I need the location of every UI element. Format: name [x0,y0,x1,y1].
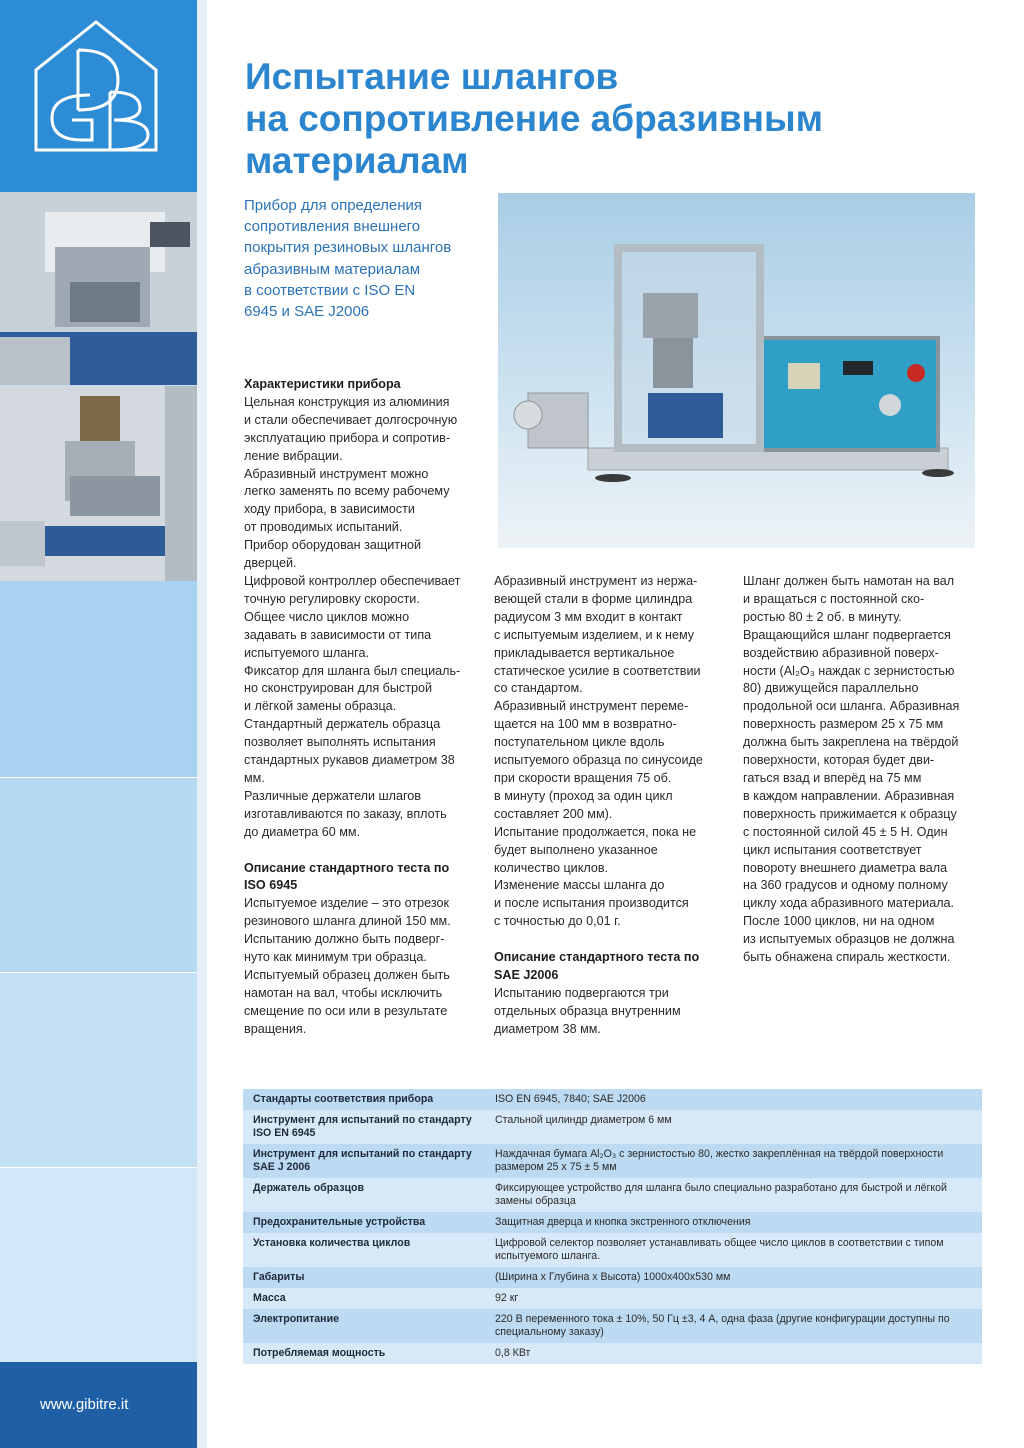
text-line: в минуту (проход за один цикл [494,788,673,803]
text-line: но сконструирован для быстрой [244,681,433,696]
text-column-2 [494,573,734,1039]
paragraph [494,877,734,931]
text-line: Испытуемый образец должен быть [244,968,450,982]
text-line: задавать в зависимости от типа [244,627,432,642]
paragraph [244,788,484,842]
title-line: материалам [245,140,469,181]
spec-value: 92 кг [495,1292,519,1304]
paragraph [494,824,734,878]
text-line: смещение по оси или в результате [244,1003,448,1018]
table-row [243,1089,982,1110]
text-line: циклу хода абразивного материала. [743,896,955,911]
divider [0,1167,197,1168]
subtitle-line: 6945 и SAE J2006 [244,303,370,321]
text-line: Испытанию подвергаются три [494,985,669,1000]
text-line: продольной оси шланга. Абразивная [743,699,960,714]
text-line: цикл испытания соответствует [743,842,922,857]
sidebar-edge [197,0,207,1448]
table-row [243,1178,982,1212]
text-line: испытуемого шланга. [244,645,369,660]
spacer [244,842,484,860]
text-line: поверхность размером 25 x 75 мм [743,717,944,732]
text-line: Изменение массы шланга до [494,878,665,893]
text-line: Фиксатор для шланга был специаль- [244,663,461,678]
text-line: и лёгкой замены образца. [244,699,397,714]
text-column-3 [743,573,983,967]
text-line: эксплуатацию прибора и сопротив- [244,430,451,445]
text-line: мм. [244,770,265,785]
text-line: со стандартом. [494,681,583,696]
text-line: стандартных рукавов диаметром 38 [244,753,455,768]
paragraph [244,573,484,609]
text-line: гаться взад и вперёд на 75 мм [743,770,922,785]
text-line: отдельных образца внутренним [494,1003,681,1018]
paragraph [244,663,484,717]
divider [0,972,197,973]
text-line: из испытуемых образцов не должна [743,932,955,947]
heading-line: ISO 6945 [244,878,298,893]
text-line: поверхности, которая будет дви- [743,753,935,768]
text-line: Испытуемое изделие – это отрезок [244,896,449,911]
spec-value: Наждачная бумага Al₂O₃ с зернистостью 80, жестко закреплённая на твёрдой поверхности размером 25 х 75 ± 5 мм [495,1148,944,1173]
paragraph [244,895,484,931]
text-line: веющей стали в форме цилиндра [494,591,693,606]
text-line: Различные держатели шлагов [244,788,422,803]
logo-area [0,0,197,192]
paragraph [244,537,484,573]
table-row [243,1144,982,1178]
spec-value: Цифровой селектор позволяет устанавливать общее число циклов в соответствии с типом испытуемого шланга. [495,1237,944,1262]
spec-value: Фиксирующее устройство для шланга было специально разработано для быстрой и лёгкой замены образца [495,1182,947,1207]
text-line: дверцей. [244,556,297,571]
text-line: Абразивный инструмент переме- [494,699,689,714]
sidebar-band [0,777,197,972]
text-line: ходу прибора, в зависимости [244,502,415,517]
text-line: и стали обеспечивает долгосрочную [244,412,458,427]
paragraph [244,967,484,1039]
title-line: на сопротивление абразивным [245,98,823,139]
text-line: диаметром 38 мм. [494,1021,601,1036]
text-line: воздействию абразивной поверх- [743,645,939,660]
text-line: и после испытания производится [494,896,689,911]
text-line: вращения. [244,1021,307,1036]
sidebar-band [0,972,197,1167]
text-line: статическое усилие в соответствии [494,663,701,678]
table-row [243,1288,982,1309]
paragraph [244,716,484,788]
text-line: будет выполнено указанное [494,842,658,857]
table-row [243,1233,982,1267]
paragraph [244,931,484,967]
spec-value: 0,8 КВт [495,1347,531,1359]
text-line: от проводимых испытаний. [244,520,403,535]
paragraph [494,573,734,698]
spec-key: Установка количества циклов [253,1237,411,1249]
text-line: радиусом 3 мм входит в контакт [494,609,683,624]
text-line: при скорости вращения 75 об. [494,770,672,785]
spec-value: Стальной цилиндр диаметром 6 мм [495,1114,672,1126]
text-line: повороту внешнего диаметра вала [743,860,948,875]
text-line: изготавливаются по заказу, вплоть [244,806,447,821]
text-line: Испытанию должно быть подверг- [244,932,445,947]
heading-line: SAE J2006 [494,968,559,983]
spec-key: Инструмент для испытаний по стандарту ISO EN 6945 [253,1114,472,1139]
detail-photo-bottom [0,386,197,581]
sidebar-band [0,581,197,777]
text-line: Испытание продолжается, пока не [494,824,697,839]
text-line: в каждом направлении. Абразивная [743,788,955,803]
spec-key: Электропитание [253,1313,339,1325]
company-logo [0,0,197,192]
text-line: поступательном цикле вдоль [494,735,665,750]
spec-value: (Ширина х Глубина х Высота) 1000x400x530 мм [495,1271,731,1283]
text-line: ности (Al₂O₃ наждак с зернистостью [743,663,955,678]
spec-value: Защитная дверца и кнопка экстренного отключения [495,1216,751,1228]
table-row [243,1267,982,1288]
paragraph [743,913,983,967]
text-line: ростью 80 ± 2 об. в минуту. [743,609,902,624]
text-line: с постоянной силой 45 ± 5 Н. Один [743,824,948,839]
paragraph [244,609,484,663]
detail-photo-top [0,192,197,385]
text-line: резинового шланга длиной 150 мм. [244,914,451,929]
spec-key: Держатель образцов [253,1182,364,1194]
text-line: поверхность прижимается к образцу [743,806,957,821]
sidebar [0,0,197,1448]
page-title [245,56,945,182]
section-heading [244,860,484,896]
heading-line: Описание стандартного теста по [494,950,700,965]
text-line: точную регулировку скорости. [244,591,420,606]
text-line: на 360 градусов и одному полному [743,878,948,893]
text-line: намотан на вал, чтобы исключить [244,985,443,1000]
text-line: и вращаться с постоянной ско- [743,591,925,606]
text-line: Цифровой контроллер обеспечивает [244,573,461,588]
text-line: количество циклов. [494,860,609,875]
text-line: быть обнажена спираль жесткости. [743,950,951,965]
text-line: нуто как минимум три образца. [244,950,427,965]
paragraph [244,466,484,538]
paragraph [743,573,983,627]
text-line: щается на 100 мм в возвратно- [494,717,677,732]
spec-key: Габариты [253,1271,305,1283]
table-row [243,1309,982,1343]
text-line: ление вибрации. [244,448,343,463]
spec-key: Потребляемая мощность [253,1347,386,1359]
paragraph [244,394,484,466]
text-line: Абразивный инструмент можно [244,466,429,481]
subtitle-line: абразивным материалам [244,260,421,278]
section-heading: Характеристики прибора [244,377,401,391]
table-row [243,1212,982,1233]
text-line: с испытуемым изделием, и к нему [494,627,695,642]
paragraph [494,985,734,1039]
subtitle-line: сопротивления внешнего [244,218,421,236]
text-line: прикладывается вертикальное [494,645,675,660]
title-line: Испытание шлангов [245,56,619,97]
divider [0,777,197,778]
spacer [494,931,734,949]
text-line: Шланг должен быть намотан на вал [743,574,955,588]
text-line: составляет 200 мм). [494,806,613,821]
section-heading [494,949,734,985]
text-line: должна быть закреплена на твёрдой [743,735,959,750]
text-line: с точностью до 0,01 г. [494,914,621,929]
product-photo [498,193,975,548]
specifications-table [243,1089,982,1364]
subtitle-line: покрытия резиновых шлангов [244,239,452,257]
text-line: до диаметра 60 мм. [244,824,361,839]
spec-key: Масса [253,1292,286,1304]
text-line: После 1000 циклов, ни на одном [743,914,935,929]
text-line: легко заменять по всему рабочему [244,484,450,499]
text-line: позволяет выполнять испытания [244,735,436,750]
table-row [243,1343,982,1364]
website-link[interactable]: www.gibitre.it [40,1396,129,1413]
spec-key: Инструмент для испытаний по стандарту SAE J 2006 [253,1148,472,1173]
heading-line: Описание стандартного теста по [244,860,450,875]
text-line: 80) движущейся параллельно [743,681,919,696]
page-subtitle [244,195,494,322]
subtitle-line: в соответствии с ISO EN [244,281,416,299]
text-line: Прибор оборудован защитной [244,538,422,553]
text-line: Общее число циклов можно [244,609,410,624]
table-row [243,1110,982,1144]
spec-value: ISO EN 6945, 7840; SAE J2006 [495,1093,646,1105]
text-column-1 [244,376,484,1039]
spec-key: Предохранительные устройства [253,1216,426,1228]
paragraph [743,627,983,914]
sidebar-band [0,1167,197,1362]
text-line: Стандартный держатель образца [244,717,441,732]
text-line: испытуемого образца по синусоиде [494,753,703,768]
text-line: Абразивный инструмент из нержа- [494,574,698,588]
paragraph [494,698,734,823]
spec-key: Стандарты соответствия прибора [253,1093,434,1105]
text-line: Вращающийся шланг подвергается [743,627,951,642]
subtitle-line: Прибор для определения [244,197,423,214]
spec-value: 220 В переменного тока ± 10%, 50 Гц ±3, 4 А, одна фаза (другие конфигурации доступны по специальному заказу) [495,1313,950,1338]
text-line: Цельная конструкция из алюминия [244,394,450,409]
